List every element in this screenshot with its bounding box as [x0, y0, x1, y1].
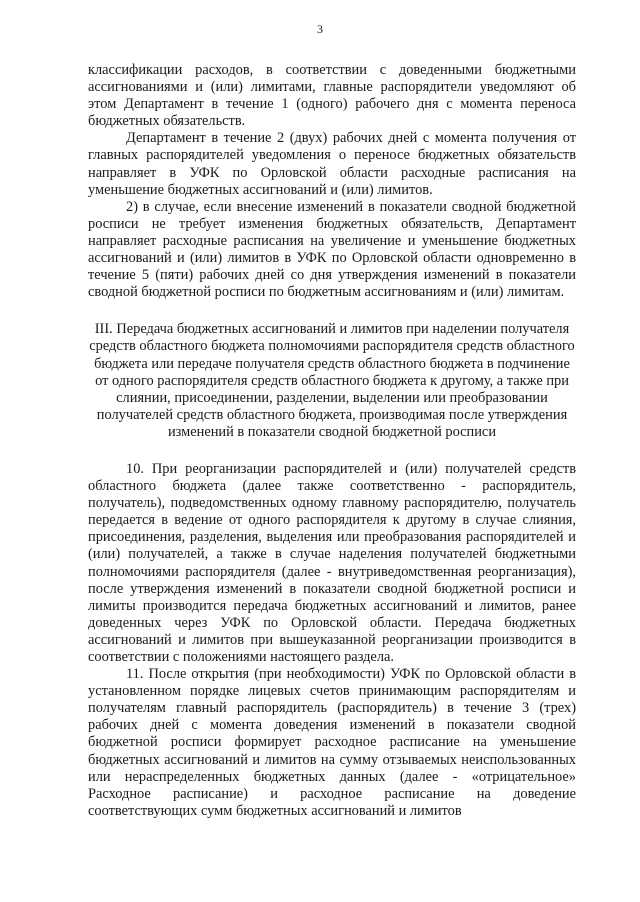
- section-heading: III. Передача бюджетных ассигнований и лимитов при наделении получателя средств областного бюджета полномочиями распорядителя средств областного бюджета или передаче получателя средств областного бюджета в подчинение от одного распорядителя средств областного бюджета к другому, а также при слиянии, присоединении, разделении, выделении или преобразовании получателей средств областного бюджета, производимая после утверждения изменений в показатели сводной бюджетной росписи: [89, 321, 575, 440]
- page-number: 3: [317, 22, 323, 36]
- paragraph: классификации расходов, в соответствии с доведенными бюджетными ассигнованиями и (или) лимитами, главные распорядители уведомляют об этом Департамент в течение 1 (одного) рабочего дня с момента переноса бюджетных обязательств.: [88, 62, 576, 130]
- paragraph: Департамент в течение 2 (двух) рабочих дней с момента получения от главных распорядителей уведомления о переносе бюджетных обязательств направляет в УФК по Орловской области расходные расписания на уменьшение бюджетных ассигнований и (или) лимитов.: [88, 130, 576, 198]
- document-body: [88, 62, 576, 820]
- paragraph: 2) в случае, если внесение изменений в показатели сводной бюджетной росписи не требует изменения бюджетных обязательств, Департамент направляет расходные расписания на увеличение и уменьшение бюджетных ассигнований и (или) лимитов в УФК по Орловской области одновременно в течение 5 (пяти) рабочих дней со дня утверждения изменений в показатели сводной бюджетной росписи по бюджетным ассигнованиям и (или) лимитам.: [88, 198, 576, 301]
- paragraph: 10. При реорганизации распорядителей и (или) получателей средств областного бюджета (далее также соответственно - распорядитель, получатель), подведомственных одному главному распорядителю, получатель передается в ведение от одного распорядителя к другому в случае слияния, присоединения, разделения, выделения или преобразования распорядителей и (или) получателей, а также в случае наделения получателей бюджетными полномочиями распорядителя (далее - внутриведомственная реорганизация), после утверждения изменений в показатели сводной бюджетной росписи и лимиты производится передача бюджетных ассигнований и лимитов, ранее доведенных через УФК по Орловской области. Передача бюджетных ассигнований и лимитов при вышеуказанной реорганизации производится в соответствии с положениями настоящего раздела.: [88, 460, 576, 665]
- paragraph: 11. После открытия (при необходимости) УФК по Орловской области в установленном порядке лицевых счетов принимающим распорядителям и получателям главный распорядитель (распорядитель) в течение 3 (трех) рабочих дней с момента доведения изменений в показатели сводной бюджетной росписи формирует расходное расписание на уменьшение бюджетных ассигнований и лимитов на сумму отзываемых неиспользованных или нераспределенных бюджетных данных (далее - «отрицательное» Расходное расписание) и расходное расписание на доведение соответствующих сумм бюджетных ассигнований и лимитов: [88, 666, 576, 819]
